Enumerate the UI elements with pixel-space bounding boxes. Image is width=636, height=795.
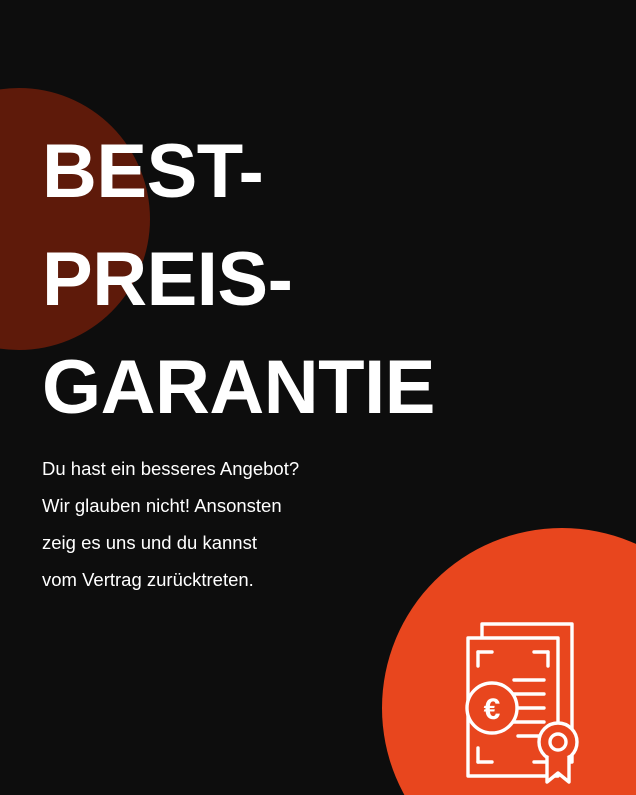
headline-line-2: PREIS- [42, 236, 293, 322]
headline-line-3: GARANTIE [42, 344, 435, 430]
certificate-euro-icon [452, 612, 602, 784]
body-line-4: vom Vertrag zurücktreten. [42, 569, 254, 590]
headline-line-1: BEST- [42, 129, 264, 214]
svg-text:€: € [483, 693, 501, 726]
body-line-3: zeig es uns und du kannst [42, 532, 257, 553]
body-line-1: Du hast ein besseres Angebot? [42, 458, 300, 479]
headline [42, 118, 562, 442]
body-line-2: Wir glauben nicht! Ansonsten [42, 495, 282, 516]
body-text [42, 450, 402, 598]
